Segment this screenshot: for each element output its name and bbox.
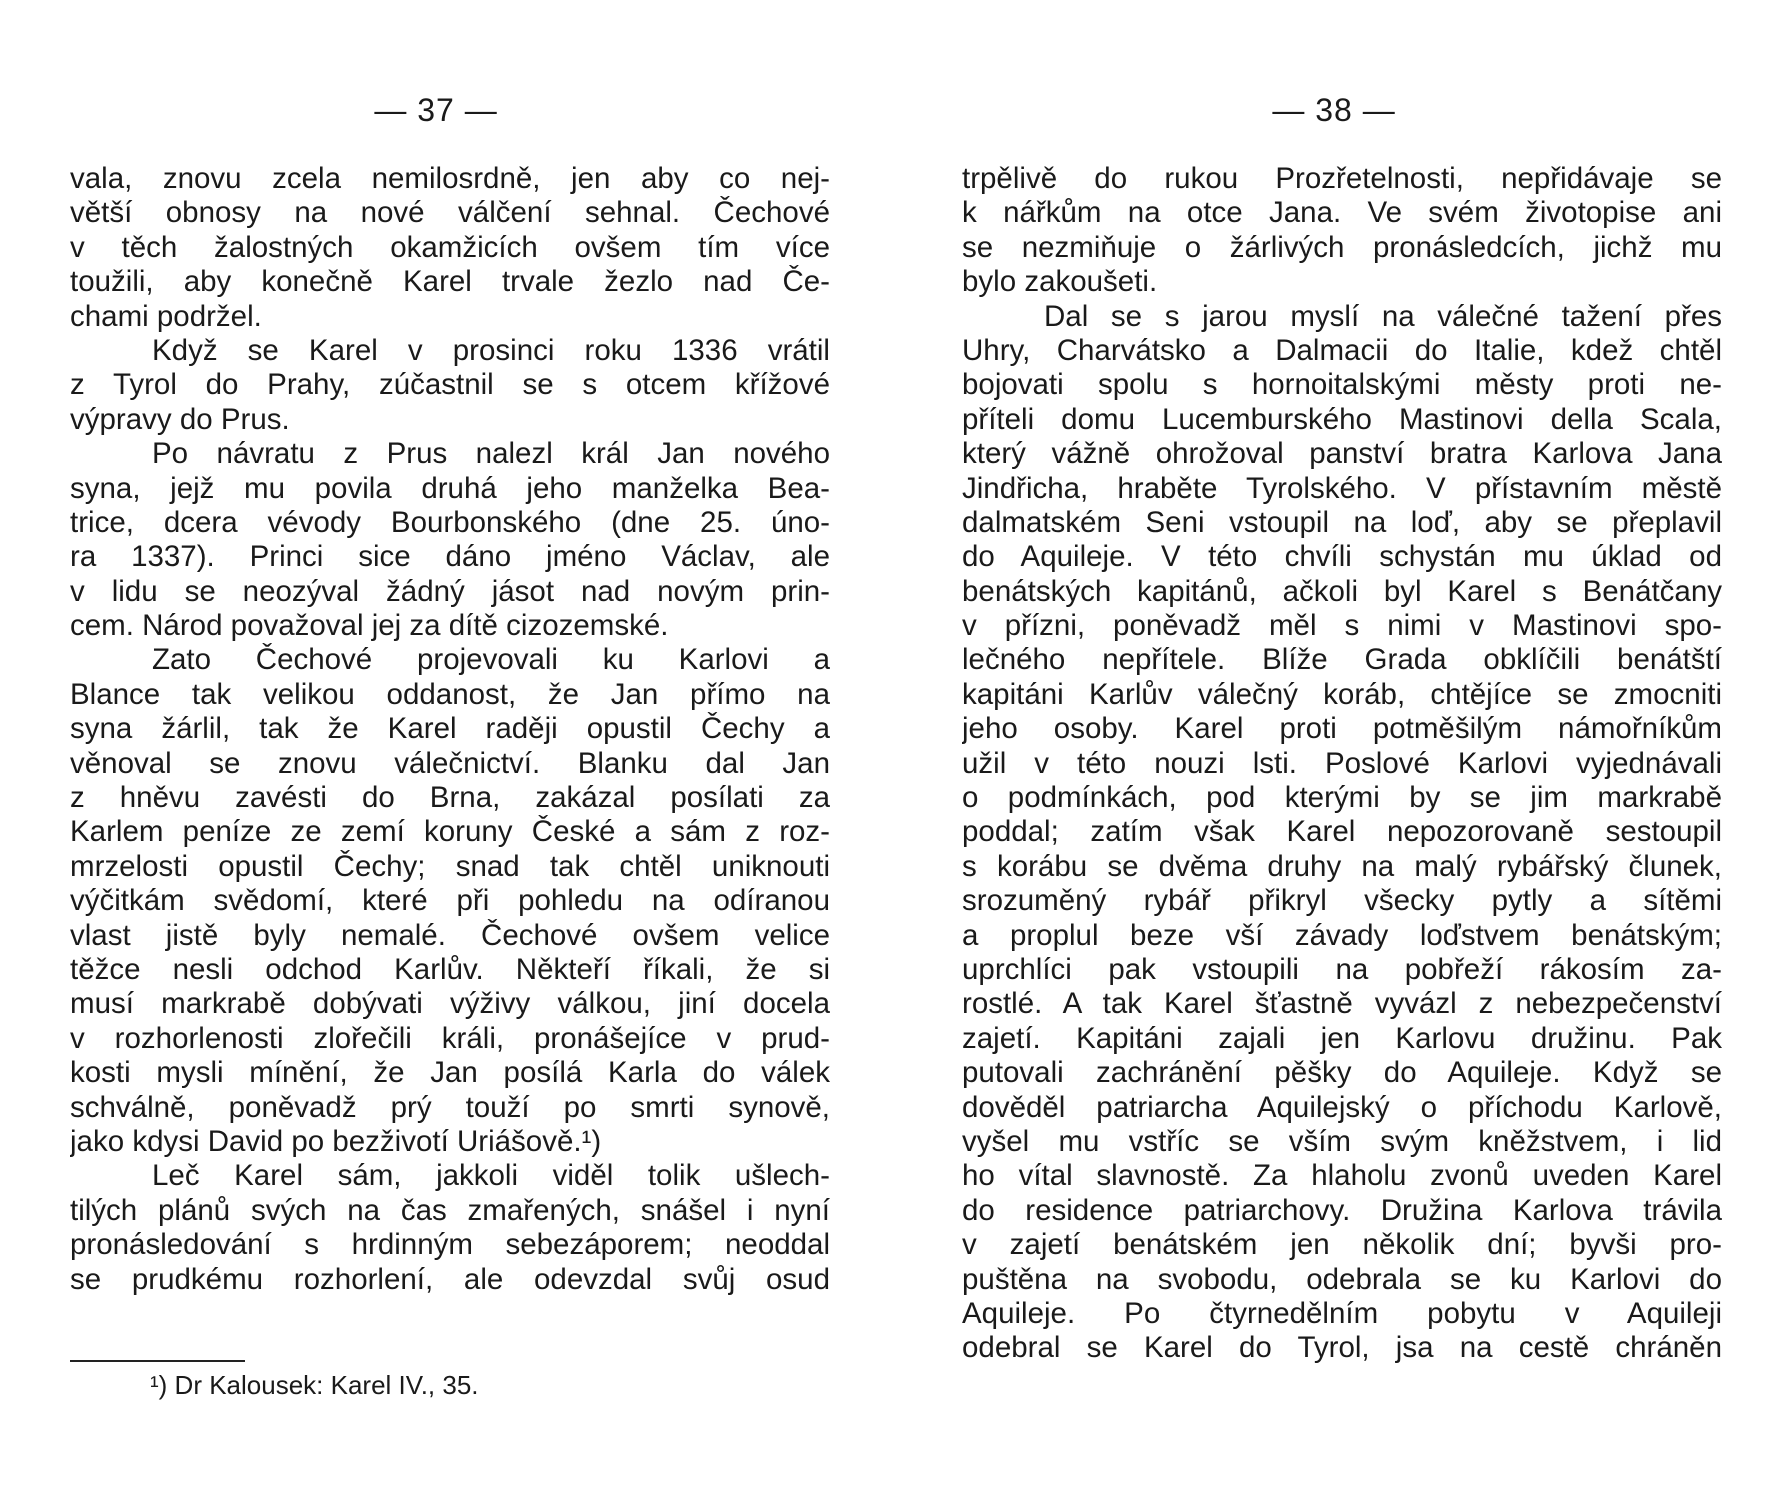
text-line: bylo zakoušeti. bbox=[962, 265, 1158, 299]
footnote: ¹) Dr Kalousek: Karel IV., 35. bbox=[150, 1370, 479, 1400]
text-line: srozuměný rybář přikryl všecky pytly a sítěmi bbox=[962, 884, 1722, 918]
text-line: užil v této nouzi lsti. Poslové Karlovi vyjednávali bbox=[962, 746, 1722, 780]
text-line: lečného nepřítele. Blíže Grada obklíčili benátští bbox=[962, 643, 1722, 677]
text-line: Po návratu z Prus nalezl král Jan nového bbox=[152, 437, 830, 471]
text-line: jako kdysi David po bezživotí Uriášově.¹) bbox=[70, 1124, 602, 1158]
text-line: větší obnosy na nové válčení sehnal. Čechové bbox=[70, 196, 830, 230]
text-line: výčitkám svědomí, které při pohledu na odíranou bbox=[70, 884, 830, 918]
text-line: Leč Karel sám, jakkoli viděl tolik ušlech- bbox=[152, 1159, 830, 1193]
text-line: uprchlíci pak vstoupili na pobřeží rákosím za- bbox=[962, 952, 1722, 986]
text-line: těžce nesli odchod Karlův. Někteří říkali, že si bbox=[70, 952, 830, 986]
text-line: který vážně ohrožoval panství bratra Karlova Jana bbox=[962, 437, 1722, 471]
text-line: Když se Karel v prosinci roku 1336 vrátil bbox=[152, 333, 830, 367]
body-text bbox=[962, 162, 1722, 1366]
text-line: poddal; zatím však Karel nepozorovaně sestoupil bbox=[962, 815, 1722, 849]
text-line: kapitáni Karlův válečný koráb, chtějíce se zmocniti bbox=[962, 677, 1722, 711]
text-line: mrzelosti opustil Čechy; snad tak chtěl uniknouti bbox=[70, 849, 830, 883]
text-line: z hněvu zavésti do Brna, zakázal posílati za bbox=[70, 781, 830, 815]
text-line: Dal se s jarou myslí na válečné tažení přes bbox=[1044, 299, 1722, 333]
text-line: příteli domu Lucemburského Mastinovi della Scala, bbox=[962, 402, 1722, 436]
text-line: ho vítal slavnostě. Za hlaholu zvonů uveden Karel bbox=[962, 1159, 1722, 1193]
footnote-divider bbox=[70, 1360, 245, 1362]
text-line: toužili, aby konečně Karel trvale žezlo nad Če- bbox=[70, 265, 830, 299]
text-line: v přízni, poněvadž měl s nimi v Mastinovi spo- bbox=[962, 609, 1722, 643]
text-line: trice, dcera vévody Bourbonského (dne 25. úno- bbox=[70, 505, 830, 539]
text-line: s korábu se dvěma druhy na malý rybářský člunek, bbox=[962, 849, 1722, 883]
text-line: zajetí. Kapitáni zajali jen Karlovu družinu. Pak bbox=[962, 1021, 1722, 1055]
text-line: v zajetí benátském jen několik dní; byvši pro- bbox=[962, 1228, 1722, 1262]
text-line: v těch žalostných okamžicích ovšem tím více bbox=[70, 230, 830, 264]
text-line: benátských kapitánů, ačkoli byl Karel s Benátčany bbox=[962, 574, 1722, 608]
text-line: Aquileje. Po čtyrnedělním pobytu v Aquileji bbox=[962, 1296, 1722, 1330]
text-line: schválně, poněvadž prý touží po smrti synově, bbox=[70, 1090, 830, 1124]
text-line: pronásledování s hrdinným sebezáporem; neoddal bbox=[70, 1228, 830, 1262]
text-line: cem. Národ považoval jej za dítě cizozemské. bbox=[70, 609, 669, 643]
text-line: v rozhorlenosti zlořečili králi, pronášejíce v prud- bbox=[70, 1021, 830, 1055]
text-line: věnoval se znovu válečnictví. Blanku dal Jan bbox=[70, 746, 830, 780]
text-line: k nářkům na otce Jana. Ve svém životopise ani bbox=[962, 196, 1722, 230]
text-line: vyšel mu vstříc se vším svým kněžstvem, i lid bbox=[962, 1124, 1722, 1158]
text-line: se prudkému rozhorlení, ale odevzdal svůj osud bbox=[70, 1262, 830, 1296]
text-line: musí markrabě dobývati výživy válkou, jiní docela bbox=[70, 987, 830, 1021]
text-line: chami podržel. bbox=[70, 299, 262, 333]
text-line: syna, jejž mu povila druhá jeho manželka Bea- bbox=[70, 471, 830, 505]
text-line: Blance tak velikou oddanost, že Jan přímo na bbox=[70, 677, 830, 711]
text-line: v lidu se neozýval žádný jásot nad novým prin- bbox=[70, 574, 830, 608]
text-line: dověděl patriarcha Aquilejský o příchodu Karlově, bbox=[962, 1090, 1722, 1124]
text-line: putovali zachránění pěšky do Aquileje. Když se bbox=[962, 1056, 1722, 1090]
text-line: se nezmiňuje o žárlivých pronásledcích, jichž mu bbox=[962, 230, 1722, 264]
text-line: jeho osoby. Karel proti potměšilým námořníkům bbox=[962, 712, 1722, 746]
text-line: kosti mysli mínění, že Jan posílá Karla do válek bbox=[70, 1056, 830, 1090]
text-line: bojovati spolu s hornoitalskými městy proti ne- bbox=[962, 368, 1722, 402]
text-line: rostlé. A tak Karel šťastně vyvázl z nebezpečenství bbox=[962, 987, 1722, 1021]
text-line: Zato Čechové projevovali ku Karlovi a bbox=[152, 643, 830, 677]
page-number: — 38 — bbox=[1272, 92, 1396, 128]
text-line: Karlem peníze ze zemí koruny České a sám z roz- bbox=[70, 815, 830, 849]
text-line: trpělivě do rukou Prozřetelnosti, nepřidávaje se bbox=[962, 162, 1722, 195]
text-line: vlast jistě byly nemalé. Čechové ovšem velice bbox=[70, 918, 830, 952]
text-line: odebral se Karel do Tyrol, jsa na cestě chráněn bbox=[962, 1331, 1722, 1365]
text-line: Uhry, Charvátsko a Dalmacii do Italie, kdež chtěl bbox=[962, 333, 1722, 367]
text-line: syna žárlil, tak že Karel raději opustil Čechy a bbox=[70, 712, 830, 746]
text-line: do Aquileje. V této chvíli schystán mu úklad od bbox=[962, 540, 1722, 574]
text-line: dalmatském Seni vstoupil na loď, aby se přeplavil bbox=[962, 505, 1722, 539]
text-line: tilých plánů svých na čas zmařených, snášel i nyní bbox=[70, 1193, 830, 1227]
text-line: o podmínkách, pod kterými by se jim markrabě bbox=[962, 781, 1722, 815]
text-line: vala, znovu zcela nemilosrdně, jen aby co nej- bbox=[70, 162, 830, 195]
text-line: výpravy do Prus. bbox=[70, 402, 290, 436]
text-line: Jindřicha, hraběte Tyrolského. V přístavním městě bbox=[962, 471, 1722, 505]
left-page bbox=[70, 0, 830, 1501]
text-line: puštěna na svobodu, odebrala se ku Karlovi do bbox=[962, 1262, 1722, 1296]
text-line: z Tyrol do Prahy, zúčastnil se s otcem křížové bbox=[70, 368, 830, 402]
right-page bbox=[962, 0, 1722, 1501]
text-line: a proplul beze vší závady loďstvem benátským; bbox=[962, 918, 1722, 952]
page-number: — 37 — bbox=[374, 92, 498, 128]
text-line: ra 1337). Princi sice dáno jméno Václav, ale bbox=[70, 540, 830, 574]
text-line: do residence patriarchovy. Družina Karlova trávila bbox=[962, 1193, 1722, 1227]
body-text bbox=[70, 162, 830, 1297]
